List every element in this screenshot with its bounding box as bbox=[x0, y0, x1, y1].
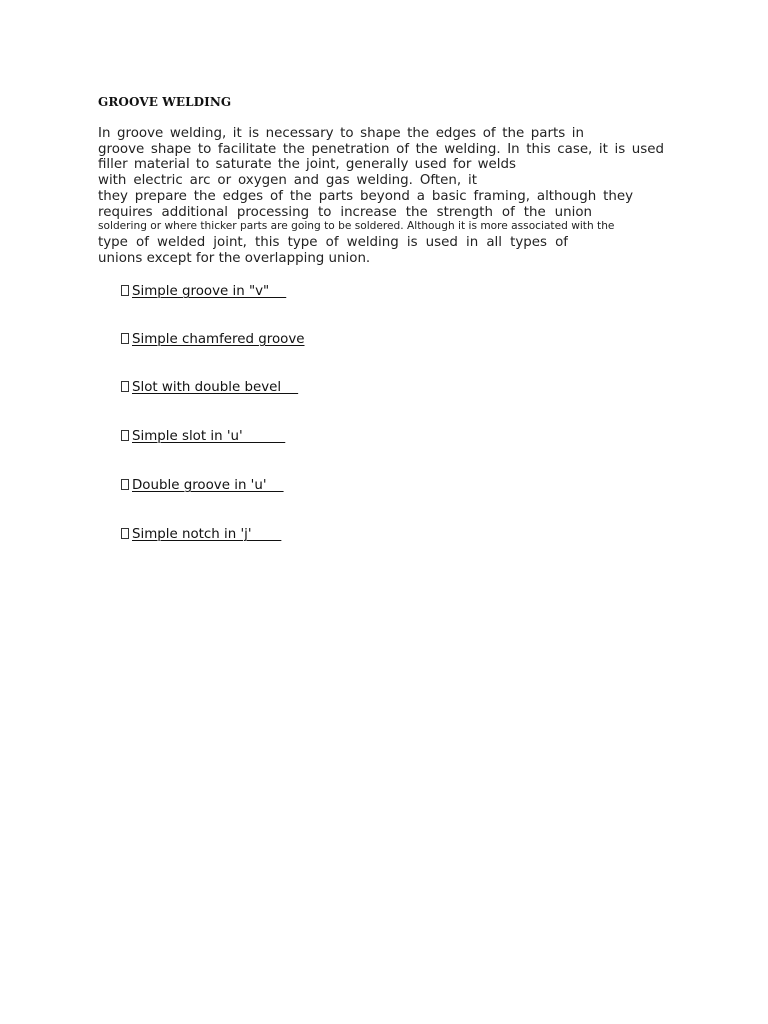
bullet-item bbox=[121, 284, 286, 300]
paragraph-line-text: unions except for the overlapping union. bbox=[98, 251, 371, 266]
paragraph-line bbox=[98, 142, 664, 158]
paragraph-line-text: with electric arc or oxygen and gas welding. Often, it bbox=[98, 173, 477, 188]
paragraph-line-small bbox=[98, 220, 658, 232]
missing-glyph-box-icon bbox=[121, 479, 129, 490]
paragraph-line-text: they prepare the edges of the parts beyond a basic framing, although they bbox=[98, 189, 633, 204]
paragraph-line bbox=[98, 173, 477, 189]
paragraph-line bbox=[98, 189, 633, 205]
missing-glyph-box-icon bbox=[121, 333, 129, 344]
missing-glyph-box-icon bbox=[121, 381, 129, 392]
bullet-item-text: Simple slot in 'u' bbox=[132, 429, 286, 444]
missing-glyph-box-icon bbox=[121, 528, 129, 539]
paragraph-line bbox=[98, 126, 584, 142]
paragraph-line-text: type of welded joint, this type of welding is used in all types of bbox=[98, 235, 568, 250]
missing-glyph-box-icon bbox=[121, 285, 129, 296]
bullet-item bbox=[121, 380, 298, 396]
bullet-item bbox=[121, 527, 281, 543]
missing-glyph-box-icon bbox=[121, 430, 129, 441]
paragraph-line-text: groove shape to facilitate the penetration of the welding. In this case, it is used bbox=[98, 142, 664, 157]
bullet-item-text: Simple notch in 'j' bbox=[132, 527, 282, 542]
paragraph-line bbox=[98, 235, 568, 251]
bullet-item-text: Slot with double bevel bbox=[132, 380, 299, 395]
paragraph-line-text: requires additional processing to increase the strength of the union bbox=[98, 205, 592, 220]
bullet-item-text: Simple chamfered groove bbox=[132, 332, 305, 347]
paragraph-line bbox=[98, 205, 592, 221]
bullet-item-text: Simple groove in "v" bbox=[132, 284, 287, 299]
paragraph-line-text: filler material to saturate the joint, generally used for welds bbox=[98, 157, 516, 172]
paragraph-line-text: In groove welding, it is necessary to shape the edges of the parts in bbox=[98, 126, 584, 141]
document-title: GROOVE WELDING bbox=[98, 95, 232, 109]
paragraph-line-text: soldering or where thicker parts are going to be soldered. Although it is more associated with the bbox=[98, 220, 615, 232]
paragraph-line bbox=[98, 157, 516, 173]
bullet-item bbox=[121, 429, 285, 445]
bullet-item bbox=[121, 332, 305, 348]
paragraph-line bbox=[98, 251, 370, 267]
bullet-item-text: Double groove in 'u' bbox=[132, 478, 284, 493]
bullet-item bbox=[121, 478, 284, 494]
